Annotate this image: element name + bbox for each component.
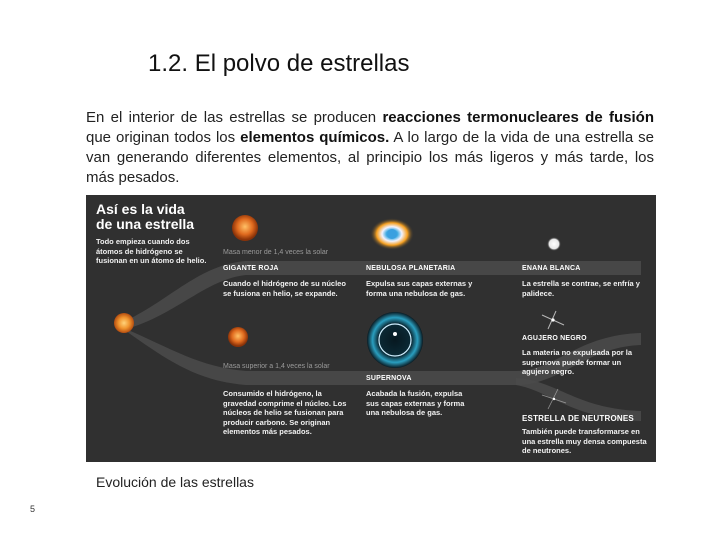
initial-star: [114, 313, 134, 333]
planetary-nebula-label: NEBULOSA PLANETARIA: [366, 265, 456, 272]
planetary-nebula-description: Expulsa sus capas externas y forma una nebulosa de gas.: [366, 279, 473, 298]
supernova-description: Acabada la fusión, expulsa sus capas externas y forma una nebulosa de gas.: [366, 389, 465, 417]
white-dwarf: [547, 237, 561, 251]
page-number: 5: [30, 504, 36, 514]
slide-title: 1.2. El polvo de estrellas: [148, 50, 410, 77]
intro-bold-fusion: reacciones termonucleares de fusión: [382, 109, 654, 126]
white-dwarf-label: ENANA BLANCA: [522, 265, 581, 272]
red-giant-label: GIGANTE ROJA: [223, 265, 279, 272]
massive-giant-star: [228, 327, 248, 347]
upper-mass-label: Masa menor de 1,4 veces la solar: [223, 249, 329, 256]
infographic-title: [96, 202, 236, 232]
infographic-title-line2: de una estrella: [96, 216, 195, 232]
planetary-nebula-core: [387, 229, 397, 239]
supernova-core: [393, 332, 397, 336]
supernova-label: SUPERNOVA: [366, 375, 412, 382]
star-life-infographic: [86, 195, 656, 462]
neutron-star-label: ESTRELLA DE NEUTRONES: [522, 414, 634, 423]
intro-text-2: que originan todos los: [86, 129, 241, 146]
intro-text-3: A lo largo de la vida de una estrella se van generando diferentes elementos, al principio los más ligeros y más tarde, los más pesados.: [86, 129, 655, 186]
red-giant-description: Cuando el hidrógeno de su núcleo se fusiona en helio, se expande.: [223, 279, 346, 298]
intro-bold-elements: elementos químicos.: [240, 129, 390, 146]
figure-caption: Evolución de las estrellas: [96, 474, 254, 490]
infographic-lead: Todo empieza cuando dos átomos de hidrógeno se fusionan en un átomo de helio.: [96, 237, 207, 265]
massive-giant-description: Consumido el hidrógeno, la gravedad comprime el núcleo. Los núcleos de helio se fusionan para producir carbono. Se originan elementos más pesados.: [223, 389, 347, 436]
intro-paragraph: [86, 108, 654, 188]
infographic-title-line1: Así es la vida: [96, 201, 185, 217]
white-dwarf-description: La estrella se contrae, se enfría y palidece.: [522, 279, 640, 298]
supernova-shell: [367, 312, 423, 368]
lower-mass-label: Masa superior a 1,4 veces la solar: [223, 363, 330, 370]
black-hole-description: La materia no expulsada por la supernova puede formar un agujero negro.: [522, 348, 633, 376]
black-hole-label: AGUJERO NEGRO: [522, 335, 587, 342]
neutron-star-description: También puede transformarse en una estrella muy densa compuesta de neutrones.: [522, 427, 647, 455]
intro-text-1: En el interior de las estrellas se producen: [86, 109, 383, 126]
